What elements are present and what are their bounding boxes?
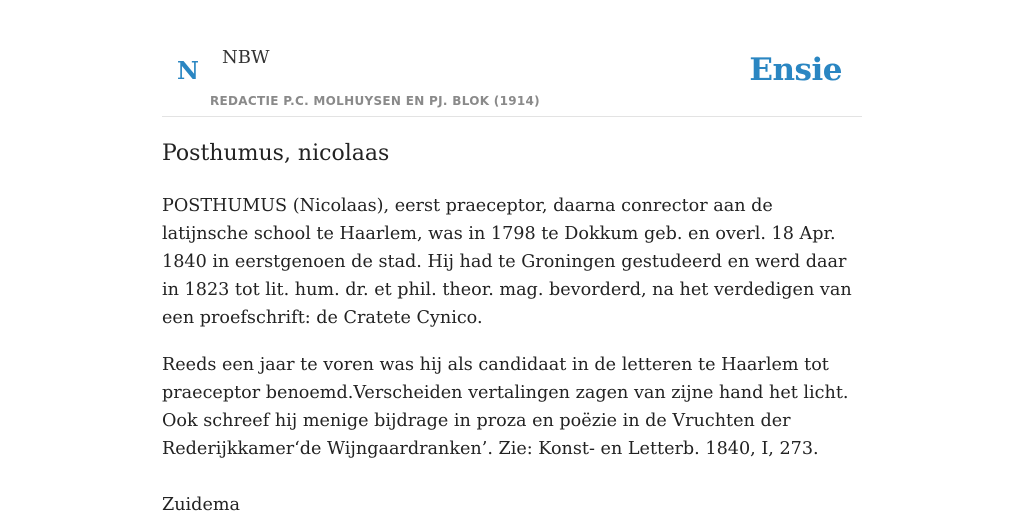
source-header <box>162 0 862 117</box>
source-logo[interactable]: N <box>177 56 199 85</box>
entry-paragraph: Reeds een jaar te voren was hij als candidaat in de letteren te Haarlem tot praeceptor benoemd.Verscheiden vertalingen zagen van zijne hand het licht. Ook schreef hij menige bijdrage in proza en poëzie in de Vruchten der Rederijkkamer‘de Wijngaardranken’. Zie: Konst- en Letterb. 1840, I, 273. <box>162 355 849 459</box>
brand-logo[interactable]: Ensie <box>749 52 842 88</box>
entry-paragraph: POSTHUMUS (Nicolaas), eerst praeceptor, daarna conrector aan de latijnsche school te Haarlem, was in 1798 te Dokkum geb. en overl. 18 Apr. 1840 in eerstgenoen de stad. Hij had te Groningen gestudeerd en werd daar in 1823 tot lit. hum. dr. et phil. theor. mag. bevorderd, na het verdedigen van een proefschrift: de Cratete Cynico. <box>162 196 852 328</box>
source-title[interactable]: NBW <box>222 47 270 68</box>
entry-body <box>162 192 862 482</box>
source-subtitle: REDACTIE P.C. MOLHUYSEN EN PJ. BLOK (1914) <box>210 94 540 108</box>
page <box>162 0 862 512</box>
entry-title: Posthumus, nicolaas <box>162 141 390 166</box>
entry-author: Zuidema <box>162 495 241 512</box>
